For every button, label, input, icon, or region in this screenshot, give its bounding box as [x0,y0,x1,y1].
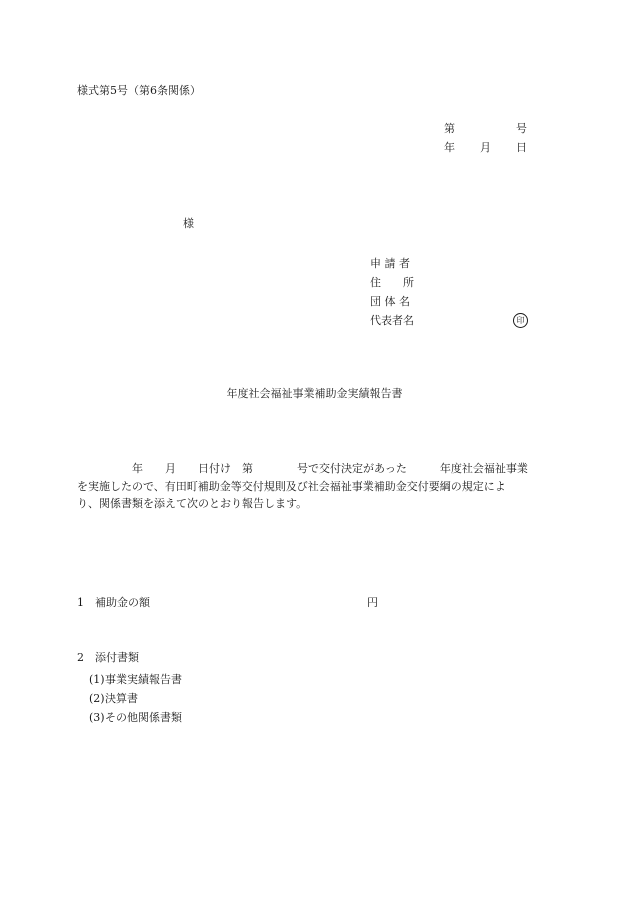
subsidy-amount-item [77,596,387,610]
subsidy-amount-unit: 円 [367,596,378,609]
number-suffix: 号 [516,122,527,135]
date-month: 月 [480,141,491,154]
date-year: 年 [444,141,455,154]
document-number-line [444,122,534,136]
address-label: 住 所 [370,276,414,289]
date-line [444,141,534,155]
attachment-text: 事業実績報告書 [105,673,182,686]
number-prefix: 第 [444,122,455,135]
form-reference: 様式第5号（第6条関係） [77,84,201,97]
addressee-honorific: 様 [183,217,194,230]
attachment-number: (2) [89,692,105,705]
representative-row [370,311,525,330]
attachments-heading: 2 添付書類 [77,651,139,664]
seal-mark: 印 [513,313,528,328]
attachment-number: (3) [89,711,105,724]
group-name-label: 団 体 名 [370,295,410,308]
attachment-text: 決算書 [105,692,138,705]
date-day: 日 [516,141,527,154]
document-title [0,387,630,401]
applicant-block [370,254,525,330]
body-line-3: り、関係書類を添えて次のとおり報告します。 [77,497,308,510]
subsidy-amount-label: 1 補助金の額 [77,596,150,609]
representative-label: 代表者名 [370,314,414,327]
body-paragraph [77,460,557,513]
document-title-text: 年度社会福祉事業補助金実績報告書 [226,387,403,400]
attachment-number: (1) [89,673,105,686]
attachment-text: その他関係書類 [105,711,182,724]
applicant-label: 申 請 者 [370,257,410,270]
body-line-1: 年 月 日付け 第 号で交付決定があった 年度社会福祉事業 [77,462,528,475]
body-line-2: を実施したので、有田町補助金等交付規則及び社会福祉事業補助金交付要綱の規定によ [77,479,506,493]
